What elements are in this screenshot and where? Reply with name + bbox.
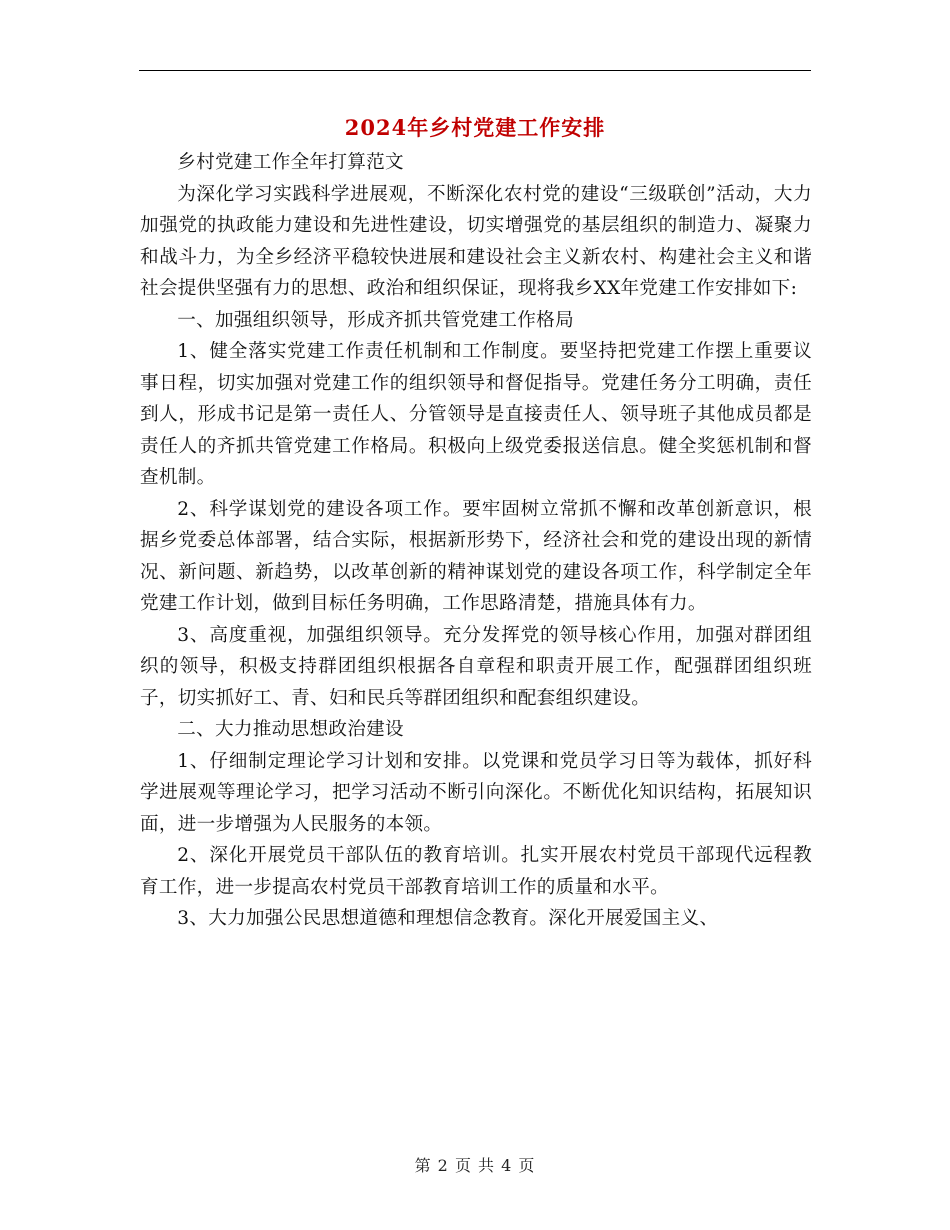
subtitle-paragraph: 乡村党建工作全年打算范文: [177, 152, 404, 173]
body-paragraph: 1、健全落实党建工作责任机制和工作制度。要坚持把党建工作摆上重要议事日程，切实加强对党建工作的组织领导和督促指导。党建任务分工明确，责任到人，形成书记是第一责任人、分管领导是直接责任人、领导班子其他成员都是责任人的齐抓共管党建工作格局。积极向上级党委报送信息。健全奖惩机制和督查机制。: [140, 341, 812, 488]
intro-paragraph: 为深化学习实践科学进展观，不断深化农村党的建设“三级联创”活动，大力加强党的执政能力建设和先进性建设，切实增强党的基层组织的制造力、凝聚力和战斗力，为全乡经济平稳较快进展和建设社会主义新农村、构建社会主义和谐社会提供坚强有力的思想、政治和组织保证，现将我乡XX年党建工作安排如下:: [140, 183, 812, 299]
header-rule: [139, 70, 811, 71]
document-body: [140, 147, 812, 935]
body-paragraph: 2、深化开展党员干部队伍的教育培训。扎实开展农村党员干部现代远程教育工作，进一步提高农村党员干部教育培训工作的质量和水平。: [140, 845, 812, 898]
page-number-footer: 第 2 页 共 4 页: [414, 1156, 536, 1175]
section-heading-1: 一、加强组织领导，形成齐抓共管党建工作格局: [177, 309, 574, 331]
body-paragraph: 1、仔细制定理论学习计划和安排。以党课和党员学习日等为载体，抓好科学进展观等理论学习，把学习活动不断引向深化。不断优化知识结构，拓展知识面，进一步增强为人民服务的本领。: [140, 750, 812, 835]
body-paragraph: 3、大力加强公民思想道德和理想信念教育。深化开展爱国主义、: [177, 908, 719, 929]
section-heading-2: 二、大力推动思想政治建设: [177, 719, 404, 740]
body-paragraph: 3、高度重视，加强组织领导。充分发挥党的领导核心作用，加强对群团组织的领导，积极支持群团组织根据各自章程和职责开展工作，配强群团组织班子，切实抓好工、青、妇和民兵等群团组织和配套组织建设。: [140, 624, 812, 709]
body-paragraph: 2、科学谋划党的建设各项工作。要牢固树立常抓不懈和改革创新意识，根据乡党委总体部署，结合实际，根据新形势下，经济社会和党的建设出现的新情况、新问题、新趋势，以改革创新的精神谋划党的建设各项工作，科学制定全年党建工作计划，做到目标任务明确，工作思路清楚，措施具体有力。: [140, 498, 812, 614]
document-title: 2024年乡村党建工作安排: [344, 115, 606, 140]
